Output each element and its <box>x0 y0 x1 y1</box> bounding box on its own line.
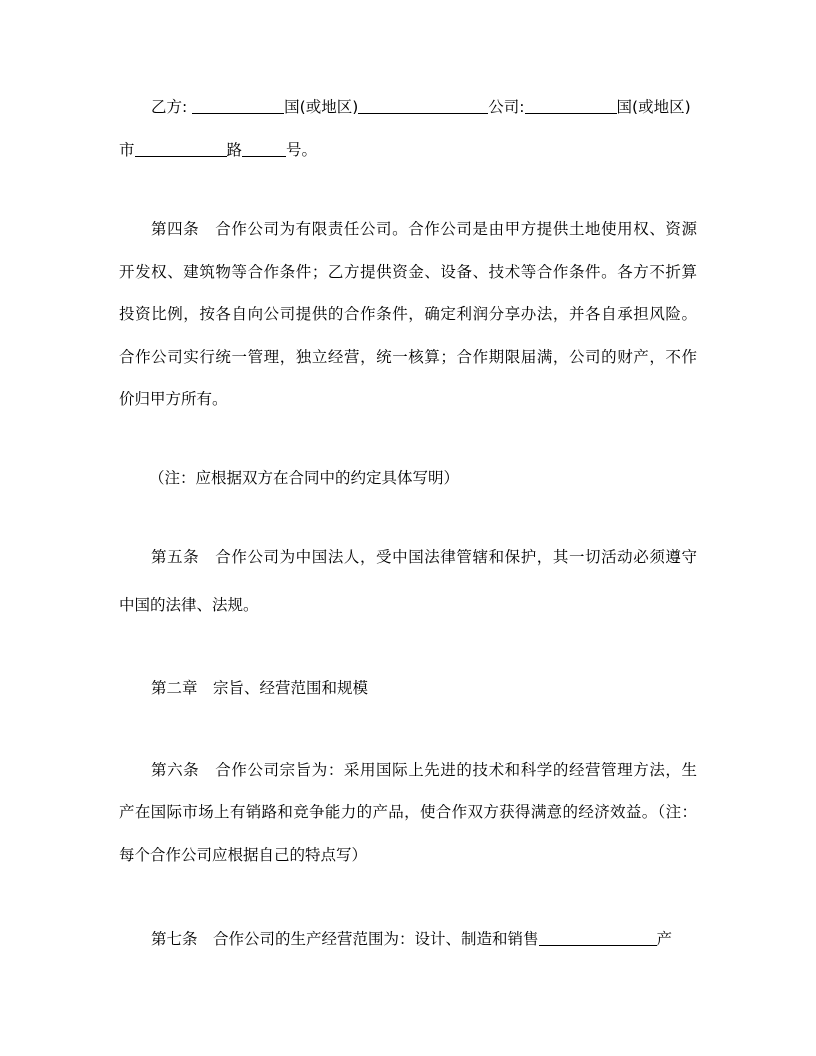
document-page <box>119 0 697 1056</box>
article4-line-2: 开发权、建筑物等合作条件；乙方提供资金、设备、技术等合作条件。各方不折算 <box>119 263 697 281</box>
note-contract-agreement: （注：应根据双方在合同中的约定具体写明） <box>149 469 460 487</box>
party-b-name-blank <box>192 97 284 114</box>
party-b-country-label: 国(或地区) <box>284 98 359 116</box>
article4-line-5: 价归甲方所有。 <box>119 390 228 408</box>
article6-line-3: 每个合作公司应根据自己的特点写） <box>119 846 368 864</box>
article4-line-4: 合作公司实行统一管理，独立经营，统一核算；合作期限届满，公司的财产，不作 <box>119 348 697 366</box>
party-b-label: 乙方: <box>151 98 188 116</box>
article7-product-blank <box>539 929 657 946</box>
party-b-road-label: 路 <box>226 141 243 159</box>
article6-line-1: 第六条 合作公司宗旨为：采用国际上先进的技术和科学的经营管理方法，生 <box>151 761 697 779</box>
article7-suffix: 产 <box>656 930 673 948</box>
party-b-city-label: 市 <box>119 141 135 159</box>
party-b-city-blank <box>135 140 227 157</box>
article5-line-2: 中国的法律、法规。 <box>119 596 259 614</box>
party-b-company-label: 公司: <box>488 98 525 116</box>
article7-line-1 <box>151 928 697 950</box>
party-b-company-blank <box>525 97 617 114</box>
party-b-road-blank <box>242 140 286 157</box>
article4-line-3: 投资比例，按各自向公司提供的合作条件，确定利润分享办法，并各自承担风险。 <box>119 305 697 323</box>
party-b-line <box>151 96 697 118</box>
article4-line-1: 第四条 合作公司为有限责任公司。合作公司是由甲方提供土地使用权、资源 <box>151 220 697 238</box>
party-b-country-label-2: 国(或地区) <box>616 98 691 116</box>
party-b-number-label: 号。 <box>286 141 318 159</box>
article7-text: 第七条 合作公司的生产经营范围为：设计、制造和销售 <box>151 930 539 948</box>
article5-line-1: 第五条 合作公司为中国法人，受中国法律管辖和保护，其一切活动必须遵守 <box>151 548 697 566</box>
chapter2-heading: 第二章 宗旨、经营范围和规模 <box>151 679 369 697</box>
party-b-address-line <box>119 139 697 161</box>
party-b-country-blank <box>358 97 488 114</box>
article6-line-2: 产在国际市场上有销路和竞争能力的产品，使合作双方获得满意的经济效益。（注： <box>119 803 697 821</box>
